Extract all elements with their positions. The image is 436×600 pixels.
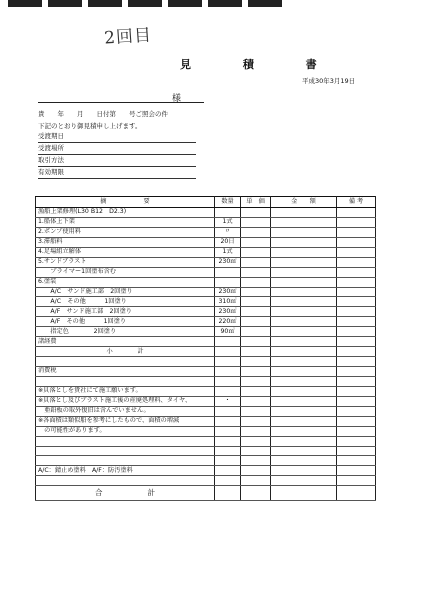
table-row [36, 317, 376, 327]
row-remarks [337, 307, 376, 317]
table-row [36, 217, 376, 227]
row-amount [271, 317, 337, 327]
row-amount [271, 416, 337, 426]
info-payment-method: 取引方法 [38, 155, 196, 167]
row-summary: 5.サンドブラスト [36, 257, 215, 267]
row-amount [271, 376, 337, 386]
row-quantity [215, 277, 241, 287]
row-remarks [337, 347, 376, 357]
row-quantity [215, 436, 241, 446]
row-amount [271, 297, 337, 307]
row-quantity [215, 406, 241, 416]
row-unit-price [241, 376, 271, 386]
row-quantity [215, 416, 241, 426]
row-quantity [215, 337, 241, 347]
table-row [36, 367, 376, 377]
row-summary [36, 476, 215, 486]
row-amount [271, 357, 337, 367]
table-row [36, 208, 376, 218]
table-row [36, 466, 376, 476]
row-remarks [337, 277, 376, 287]
row-summary: ※貝落とし及びブラスト施工後の産廃処理料、タイヤ、 [36, 396, 215, 406]
row-unit-price [241, 247, 271, 257]
table-row [36, 416, 376, 426]
row-unit-price [241, 426, 271, 436]
row-amount [271, 267, 337, 277]
row-summary: 1.船体上下架 [36, 217, 215, 227]
row-remarks [337, 337, 376, 347]
row-unit-price [241, 466, 271, 476]
header-summary: 摘 要 [36, 197, 215, 208]
table-row [36, 287, 376, 297]
table-row [36, 357, 376, 367]
row-summary: 漁船上架修理(L30 B12 D2.3) [36, 208, 215, 218]
row-unit-price [241, 227, 271, 237]
row-unit-price [241, 436, 271, 446]
row-summary [36, 376, 215, 386]
row-amount [271, 337, 337, 347]
row-quantity [215, 208, 241, 218]
row-quantity [215, 456, 241, 466]
header-quantity: 数量 [215, 197, 241, 208]
row-amount [271, 257, 337, 267]
row-summary: A/F その他 1回塗り [36, 317, 215, 327]
document-title: 見 積 書 [180, 58, 341, 71]
row-summary: 消費税 [36, 367, 215, 377]
row-summary [36, 456, 215, 466]
row-quantity: ・ [215, 396, 241, 406]
row-quantity: 1式 [215, 247, 241, 257]
row-amount [271, 277, 337, 287]
row-summary: 諸経費 [36, 337, 215, 347]
row-summary [36, 357, 215, 367]
row-remarks [337, 317, 376, 327]
table-row [36, 257, 376, 267]
row-remarks [337, 257, 376, 267]
row-quantity [215, 367, 241, 377]
handwritten-note: 2回目 [103, 25, 153, 49]
row-unit-price [241, 317, 271, 327]
row-remarks [337, 217, 376, 227]
row-amount [271, 446, 337, 456]
table-row [36, 227, 376, 237]
info-validity-period: 有効期限 [38, 167, 196, 179]
row-summary: ※各面積は類似船を参考にしたもので、面積の増減 [36, 416, 215, 426]
row-amount [271, 386, 337, 396]
row-summary: 4.足場組立解体 [36, 247, 215, 257]
subtotal-label: 小 計 [36, 347, 215, 357]
row-summary: の可能性があります。 [36, 426, 215, 436]
row-remarks [337, 466, 376, 476]
row-quantity [215, 446, 241, 456]
row-summary: 2.ポンプ使用料 [36, 227, 215, 237]
row-unit-price [241, 257, 271, 267]
row-unit-price [241, 347, 271, 357]
row-unit-price [241, 217, 271, 227]
row-unit-price [241, 406, 271, 416]
table-row [36, 337, 376, 347]
total-row [36, 486, 376, 501]
row-amount [271, 307, 337, 317]
row-summary [36, 446, 215, 456]
row-summary: 亜鉛板の取外復旧は含んでいません。 [36, 406, 215, 416]
row-quantity [215, 357, 241, 367]
row-summary: A/C：錆止め塗料 A/F：防汚塗料 [36, 466, 215, 476]
table-row [36, 277, 376, 287]
row-quantity: 230㎡ [215, 287, 241, 297]
table-row [36, 456, 376, 466]
row-summary: A/C サンド施工部 2回塗り [36, 287, 215, 297]
table-row [36, 307, 376, 317]
row-amount [271, 227, 337, 237]
row-amount [271, 406, 337, 416]
row-amount [271, 327, 337, 337]
row-remarks [337, 367, 376, 377]
row-unit-price [241, 267, 271, 277]
row-amount [271, 426, 337, 436]
row-remarks [337, 208, 376, 218]
table-row [36, 327, 376, 337]
header-amount: 金 額 [271, 197, 337, 208]
row-remarks [337, 406, 376, 416]
row-remarks [337, 327, 376, 337]
row-amount [271, 466, 337, 476]
row-summary [36, 436, 215, 446]
row-unit-price [241, 277, 271, 287]
intro-line-1: 貴 年 月 日付第 号ご照会の件 [38, 110, 168, 118]
row-quantity: 230㎡ [215, 257, 241, 267]
total-unit-price [241, 486, 271, 501]
row-quantity: 310㎡ [215, 297, 241, 307]
scan-artifact-bar [8, 0, 288, 7]
row-unit-price [241, 416, 271, 426]
row-unit-price [241, 237, 271, 247]
row-unit-price [241, 456, 271, 466]
row-remarks [337, 386, 376, 396]
row-quantity [215, 466, 241, 476]
row-quantity [215, 376, 241, 386]
row-remarks [337, 426, 376, 436]
table-row [36, 426, 376, 436]
table-row [36, 237, 376, 247]
row-remarks [337, 227, 376, 237]
table-row [36, 406, 376, 416]
estimate-table [35, 196, 376, 501]
row-quantity: 220㎡ [215, 317, 241, 327]
total-label: 合 計 [36, 486, 215, 501]
row-quantity: 230㎡ [215, 307, 241, 317]
row-remarks [337, 247, 376, 257]
row-quantity [215, 347, 241, 357]
table-row [36, 267, 376, 277]
row-quantity [215, 267, 241, 277]
table-row [36, 436, 376, 446]
row-summary: A/F サンド施工部 2回塗り [36, 307, 215, 317]
row-amount [271, 396, 337, 406]
document-date: 平成30年3月19日 [302, 77, 356, 85]
row-summary: 6.塗装 [36, 277, 215, 287]
row-quantity: 1式 [215, 217, 241, 227]
info-delivery-place: 受渡場所 [38, 143, 196, 155]
intro-line-2: 下記のとおり御見積申し上げます。 [38, 122, 142, 130]
row-remarks [337, 436, 376, 446]
addressee-line [38, 102, 204, 103]
table-row [36, 386, 376, 396]
row-unit-price [241, 208, 271, 218]
row-amount [271, 367, 337, 377]
row-amount [271, 247, 337, 257]
row-amount [271, 436, 337, 446]
table-header-row [36, 197, 376, 208]
row-amount [271, 237, 337, 247]
header-unit-price: 単 価 [241, 197, 271, 208]
row-unit-price [241, 297, 271, 307]
row-unit-price [241, 476, 271, 486]
row-quantity [215, 476, 241, 486]
table-row [36, 297, 376, 307]
row-quantity: 〃 [215, 227, 241, 237]
row-quantity: 90㎡ [215, 327, 241, 337]
row-amount [271, 208, 337, 218]
table-row [36, 396, 376, 406]
row-summary: プライマー1回塗布含む [36, 267, 215, 277]
row-quantity: 20日 [215, 237, 241, 247]
table-row [36, 247, 376, 257]
total-amount [271, 486, 337, 501]
table-row [36, 376, 376, 386]
row-unit-price [241, 446, 271, 456]
total-remarks [337, 486, 376, 501]
row-unit-price [241, 307, 271, 317]
table-row [36, 476, 376, 486]
row-unit-price [241, 287, 271, 297]
row-amount [271, 287, 337, 297]
table-row [36, 446, 376, 456]
row-remarks [337, 297, 376, 307]
row-remarks [337, 267, 376, 277]
row-remarks [337, 416, 376, 426]
row-amount [271, 456, 337, 466]
row-remarks [337, 396, 376, 406]
row-summary: 3.滞船料 [36, 237, 215, 247]
row-remarks [337, 376, 376, 386]
row-unit-price [241, 386, 271, 396]
row-remarks [337, 357, 376, 367]
row-summary: 指定色 2回塗り [36, 327, 215, 337]
total-quantity [215, 486, 241, 501]
row-remarks [337, 476, 376, 486]
row-unit-price [241, 396, 271, 406]
table-row [36, 347, 376, 357]
row-remarks [337, 446, 376, 456]
row-unit-price [241, 337, 271, 347]
row-remarks [337, 287, 376, 297]
row-summary: ※貝落としを貴社にて施工願います。 [36, 386, 215, 396]
addressee-suffix: 様 [172, 94, 182, 104]
row-amount [271, 476, 337, 486]
row-unit-price [241, 327, 271, 337]
row-amount [271, 217, 337, 227]
row-unit-price [241, 357, 271, 367]
info-delivery-date: 受渡期日 [38, 131, 196, 143]
row-unit-price [241, 367, 271, 377]
row-quantity [215, 426, 241, 436]
row-summary: A/C その他 1回塗り [36, 297, 215, 307]
row-amount [271, 347, 337, 357]
row-remarks [337, 237, 376, 247]
row-remarks [337, 456, 376, 466]
row-quantity [215, 386, 241, 396]
header-remarks: 備 考 [337, 197, 376, 208]
